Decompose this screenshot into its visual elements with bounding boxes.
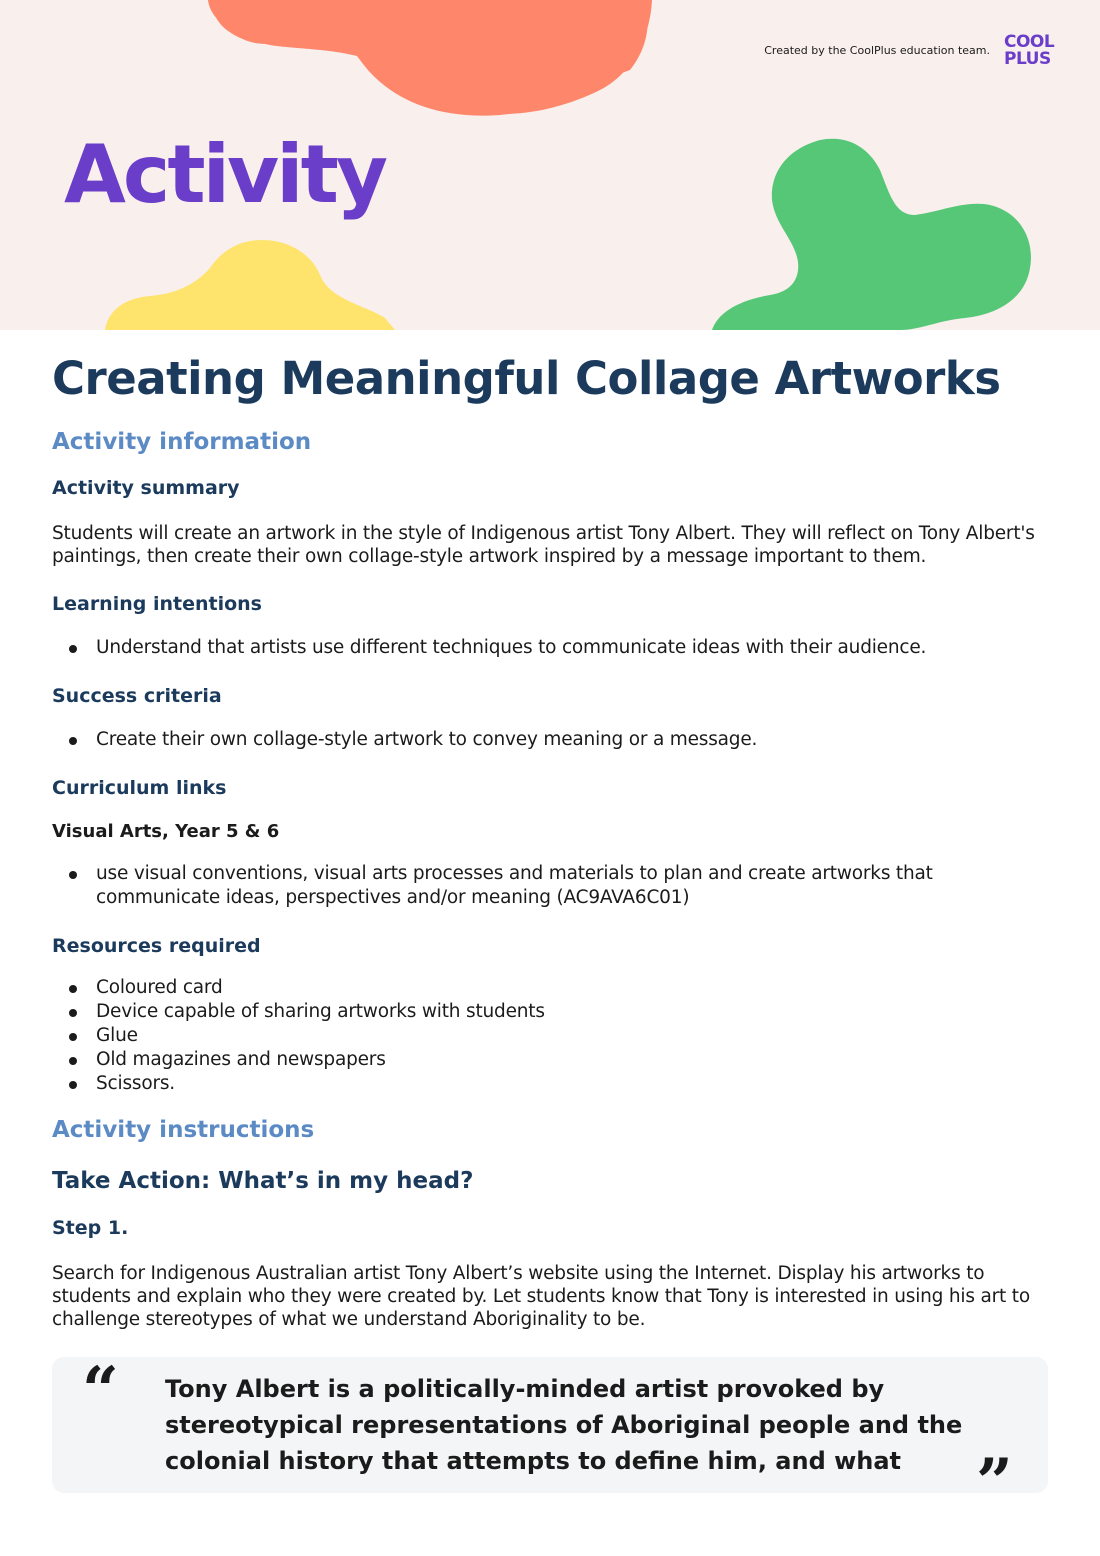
resources-heading: Resources required	[52, 935, 261, 957]
list-item: Understand that artists use different techniques to communicate ideas with their audience.	[52, 636, 1052, 660]
curriculum-subject: Visual Arts, Year 5 & 6	[52, 821, 280, 842]
step-1-heading: Step 1.	[52, 1217, 129, 1239]
hero-title: Activity	[64, 128, 385, 221]
logo-line-1: COOL	[1004, 32, 1055, 52]
open-quote-icon: “	[82, 1353, 119, 1428]
coolplus-logo	[1004, 34, 1068, 68]
success-criteria-heading: Success criteria	[52, 685, 222, 707]
list-item: use visual conventions, visual arts processes and materials to plan and create artworks that communicate ideas, perspectives and/or meaning (AC9AVA6C01)	[52, 862, 1052, 910]
activity-information-heading: Activity information	[52, 429, 312, 455]
list-item: Old magazines and newspapers	[52, 1048, 1052, 1072]
resources-list	[52, 976, 1052, 1096]
quote-text: Tony Albert is a politically-minded artist provoked by stereotypical representations of Aboriginal people and the colonial history that attempts to define him, and what	[165, 1375, 963, 1475]
take-action-heading: Take Action: What’s in my head?	[52, 1168, 474, 1194]
credit-text: Created by the CoolPlus education team.	[764, 44, 990, 57]
logo-line-2: PLUS	[1004, 49, 1051, 69]
list-item: Device capable of sharing artworks with students	[52, 1000, 1052, 1024]
list-item: Scissors.	[52, 1072, 1052, 1096]
yellow-blob	[105, 240, 395, 330]
curriculum-list	[52, 862, 1052, 910]
list-item: Create their own collage-style artwork to convey meaning or a message.	[52, 728, 1052, 752]
success-criteria-list	[52, 728, 1052, 752]
activity-summary-text: Students will create an artwork in the style of Indigenous artist Tony Albert. They will reflect on Tony Albert's paintings, then create their own collage-style artwork inspired by a message important to them.	[52, 523, 1035, 567]
learning-intentions-list	[52, 636, 1052, 660]
list-item: Glue	[52, 1024, 1052, 1048]
activity-summary-heading: Activity summary	[52, 477, 240, 499]
learning-intentions-heading: Learning intentions	[52, 593, 262, 615]
document-content	[52, 350, 1052, 1331]
hero-banner	[0, 0, 1100, 330]
activity-instructions-heading: Activity instructions	[52, 1117, 315, 1143]
step-1-text: Search for Indigenous Australian artist Tony Albert’s website using the Internet. Display his artworks to students and explain who they were created by. Let students know that Tony is interested in using his art to challenge stereotypes of what we understand Aboriginality to be.	[52, 1263, 1030, 1330]
close-quote-icon: ”	[976, 1445, 1013, 1520]
pull-quote	[52, 1353, 1048, 1520]
green-blob	[712, 139, 1031, 330]
curriculum-links-heading: Curriculum links	[52, 777, 227, 799]
list-item: Coloured card	[52, 976, 1052, 1000]
document-title: Creating Meaningful Collage Artworks	[52, 352, 1001, 405]
